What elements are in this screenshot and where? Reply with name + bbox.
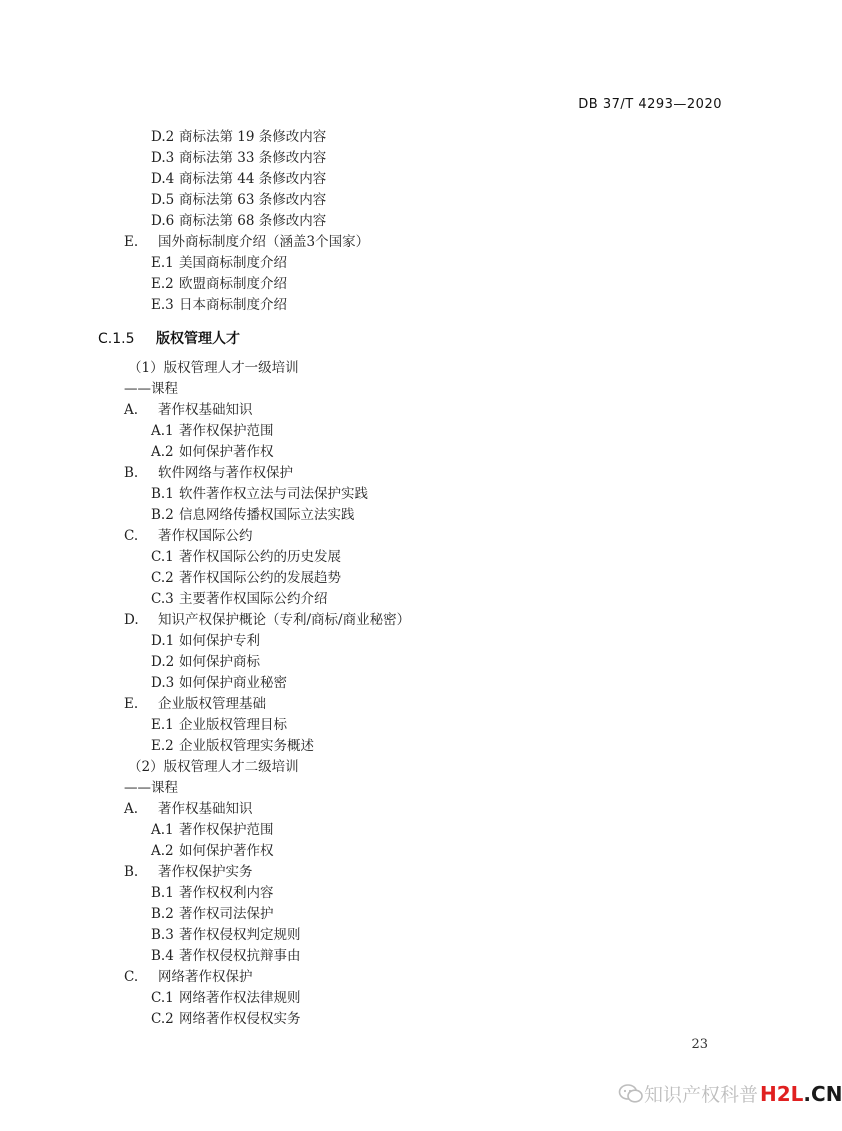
item-code: A.2 [151,843,174,859]
list-subitem [151,212,326,230]
list-subitem [151,632,260,650]
item-text: 日本商标制度介绍 [179,297,287,313]
item-text: 著作权保护范围 [179,423,274,439]
item-text: 主要著作权国际公约介绍 [179,591,328,607]
list-subitem [151,506,355,524]
site-logo: H2L.CN [760,1081,842,1106]
item-text: 如何保护商标 [179,654,260,670]
item-text: 信息网络传播权国际立法实践 [179,507,355,523]
item-code: E. [124,696,139,712]
item-text: 企业版权管理目标 [179,717,287,733]
item-code: B.3 [151,927,174,943]
list-subitem [151,926,301,944]
list-subitem [151,821,274,839]
item-text: 商标法第 44 条修改内容 [179,171,327,187]
section-number: C.1.5 [98,331,135,347]
list-subitem [151,674,287,692]
item-code: A.1 [151,822,174,838]
item-code: A.1 [151,423,174,439]
item-code: D. [124,612,139,628]
item-text: 商标法第 19 条修改内容 [179,129,327,145]
item-text: 商标法第 63 条修改内容 [179,192,327,208]
list-item [124,464,293,482]
item-text: 企业版权管理基础 [158,696,266,712]
item-code: A.2 [151,444,174,460]
list-subitem [151,569,341,587]
document-code: DB 37/T 4293—2020 [578,97,722,112]
section-heading [98,328,240,348]
item-text: 著作权国际公约的发展趋势 [179,570,341,586]
item-code: D.2 [151,129,175,145]
item-text: 如何保护著作权 [179,843,274,859]
list-subitem [151,191,326,209]
item-text: 知识产权保护概论（专利/商标/商业秘密） [158,612,411,628]
chat-bubble-icon [618,1083,644,1105]
list-item [124,695,266,713]
item-text: 软件著作权立法与司法保护实践 [179,486,368,502]
watermark [618,1080,842,1107]
list-subitem [151,170,326,188]
list-item [124,527,253,545]
training-level-title: （2）版权管理人才二级培训 [128,759,299,775]
list-subitem [151,842,274,860]
list-subitem [151,443,274,461]
item-code: D.6 [151,213,175,229]
item-code: C.2 [151,1011,174,1027]
list-item [124,968,253,986]
watermark-text: 知识产权科普 [644,1084,759,1106]
item-code: E. [124,234,139,250]
list-subitem [151,989,301,1007]
item-code: B.1 [151,486,174,502]
item-code: B.1 [151,885,174,901]
list-subitem [151,905,274,923]
list-subitem [151,716,287,734]
item-text: 商标法第 68 条修改内容 [179,213,327,229]
list-subitem [151,422,274,440]
item-code: E.1 [151,255,174,271]
list-subitem [151,548,341,566]
course-label: ——课程 [124,381,178,397]
item-text: 著作权侵权抗辩事由 [179,948,301,964]
item-code: B. [124,864,139,880]
item-text: 著作权侵权判定规则 [179,927,301,943]
item-code: D.3 [151,675,175,691]
item-code: C.3 [151,591,174,607]
list-item [124,800,253,818]
item-text: 著作权权利内容 [179,885,274,901]
list-subitem [151,947,301,965]
item-code: C. [124,969,139,985]
item-text: 美国商标制度介绍 [179,255,287,271]
item-code: B.2 [151,906,174,922]
list-item [124,611,410,629]
list-subitem [151,1010,301,1028]
item-text: 企业版权管理实务概述 [179,738,314,754]
list-subitem [151,653,260,671]
item-text: 网络著作权侵权实务 [179,1011,301,1027]
item-code: E.2 [151,738,174,754]
item-code: D.5 [151,192,175,208]
item-code: C.1 [151,549,174,565]
item-text: 软件网络与著作权保护 [158,465,293,481]
item-text: 网络著作权保护 [158,969,253,985]
item-text: 国外商标制度介绍（涵盖3个国家） [158,234,370,250]
section-title: 版权管理人才 [156,331,240,347]
item-text: 如何保护商业秘密 [179,675,287,691]
item-text: 著作权国际公约 [158,528,253,544]
item-code: C.2 [151,570,174,586]
item-code: C. [124,528,139,544]
item-code: A. [124,801,139,817]
item-text: 著作权基础知识 [158,801,253,817]
item-code: E.2 [151,276,174,292]
item-text: 著作权国际公约的历史发展 [179,549,341,565]
list-subitem [151,275,287,293]
course-label: ——课程 [124,780,178,796]
item-code: E.1 [151,717,174,733]
item-code: E.3 [151,297,174,313]
list-subitem [151,590,328,608]
list-subitem [151,149,326,167]
item-code: D.2 [151,654,175,670]
list-subitem [151,485,368,503]
item-text: 著作权司法保护 [179,906,274,922]
list-subitem [151,884,274,902]
list-subitem [151,254,287,272]
list-subitem [151,737,314,755]
item-code: B. [124,465,139,481]
item-code: D.1 [151,633,175,649]
item-code: D.3 [151,150,175,166]
item-text: 网络著作权法律规则 [179,990,301,1006]
item-text: 著作权保护范围 [179,822,274,838]
list-subitem [151,296,287,314]
item-text: 著作权保护实务 [158,864,253,880]
training-level-title: （1）版权管理人才一级培训 [128,360,299,376]
list-item [124,401,253,419]
item-code: A. [124,402,139,418]
item-code: D.4 [151,171,175,187]
item-code: B.4 [151,948,174,964]
list-item [124,233,369,251]
page-number: 23 [691,1037,708,1052]
item-text: 商标法第 33 条修改内容 [179,150,327,166]
item-text: 著作权基础知识 [158,402,253,418]
item-text: 如何保护专利 [179,633,260,649]
item-code: B.2 [151,507,174,523]
item-text: 欧盟商标制度介绍 [179,276,287,292]
item-code: C.1 [151,990,174,1006]
list-item [124,863,253,881]
item-text: 如何保护著作权 [179,444,274,460]
list-subitem [151,128,326,146]
